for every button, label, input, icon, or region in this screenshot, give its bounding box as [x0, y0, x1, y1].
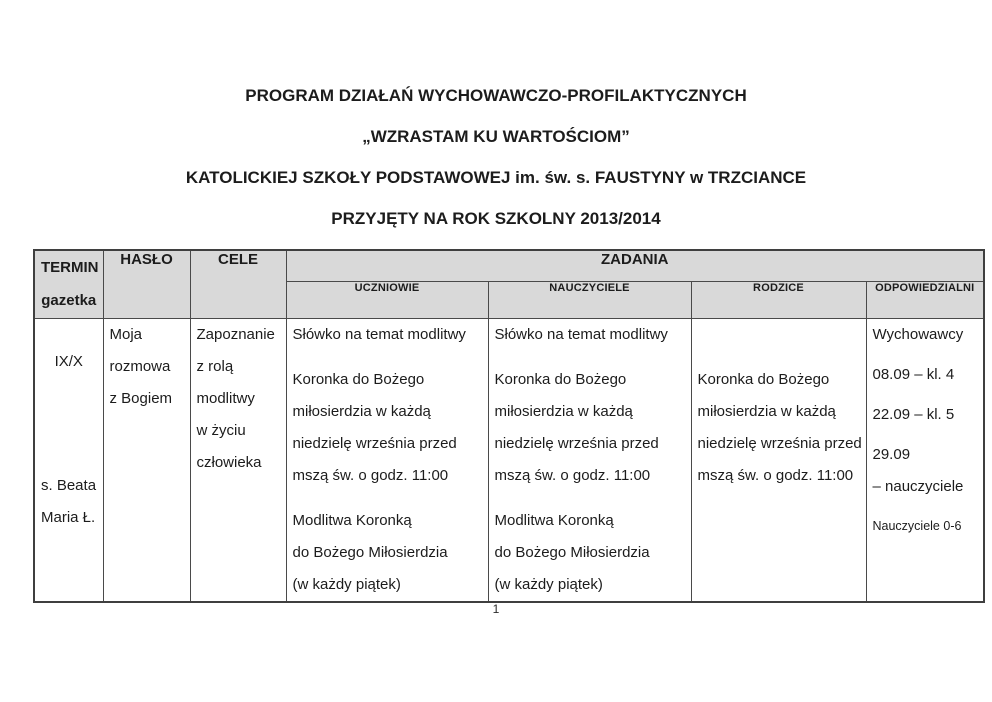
text-line: mszą św. o godz. 11:00: [292, 466, 449, 484]
cell-rodzice: [691, 318, 866, 602]
text-line: niedzielę września przed: [697, 434, 862, 452]
page-number: 1: [492, 602, 500, 616]
termin-person-line1: s. Beata: [41, 476, 97, 494]
text-line: miłosierdzia w każdą: [697, 402, 836, 420]
title-line-program: PROGRAM DZIAŁAŃ WYCHOWAWCZO-PROFILAKTYCZNYCH: [245, 86, 747, 105]
title-line-school: KATOLICKIEJ SZKOŁY PODSTAWOWEJ im. św. s. FAUSTYNY w TRZCIANCE: [185, 168, 807, 187]
spacer: [41, 319, 97, 346]
paragraph: [293, 505, 482, 601]
cell-cele: [190, 318, 286, 602]
header-termin-line1: TERMIN: [41, 259, 99, 276]
text-line: mszą św. o godz. 11:00: [494, 466, 651, 484]
paragraph: [293, 364, 482, 492]
text-line-small: Nauczyciele 0-6: [872, 518, 962, 533]
header-termin-line2: gazetka: [41, 292, 97, 309]
text-line: do Bożego Miłosierdzia: [292, 543, 448, 561]
text-line: do Bożego Miłosierdzia: [494, 543, 650, 561]
text-line: mszą św. o godz. 11:00: [697, 466, 854, 484]
paragraph: [293, 319, 482, 351]
haslo-line: Moja: [109, 325, 143, 343]
cele-line: w życiu: [196, 421, 246, 439]
text-line: 22.09 – kl. 5: [872, 405, 955, 423]
paragraph: [495, 505, 685, 601]
text-line: Koronka do Bożego: [494, 370, 627, 388]
paragraph: [495, 364, 685, 492]
cell-termin: [34, 318, 103, 602]
text-line: Słówko na temat modlitwy: [494, 325, 668, 343]
text-line: miłosierdzia w każdą: [494, 402, 633, 420]
cele-line: Zapoznanie: [196, 325, 275, 343]
cell-haslo: [103, 318, 190, 602]
header-cell-odpowiedzialni: ODPOWIEDZIALNI: [866, 281, 984, 318]
text-line: Wychowawcy: [872, 325, 964, 343]
cell-odpowiedzialni: [866, 318, 984, 602]
header-cell-rodzice: RODZICE: [691, 281, 866, 318]
text-line: Słówko na temat modlitwy: [292, 325, 466, 343]
table-row: [34, 318, 984, 602]
text-line: niedzielę września przed: [292, 434, 457, 452]
spacer: [698, 319, 860, 364]
header-row-1: [34, 250, 984, 281]
text-line: 08.09 – kl. 4: [872, 365, 955, 383]
paragraph: [873, 399, 978, 431]
termin-person-line2: Maria Ł.: [41, 508, 96, 526]
header-cell-cele: CELE: [190, 250, 286, 318]
program-table: [33, 249, 985, 603]
header-cell-uczniowie: UCZNIOWIE: [286, 281, 488, 318]
text-line: Koronka do Bożego: [697, 370, 830, 388]
text-line: Modlitwa Koronką: [494, 511, 614, 529]
paragraph: [873, 319, 978, 351]
text-line: (w każdy piątek): [494, 575, 603, 593]
haslo-line: rozmowa: [109, 357, 171, 375]
paragraph: [698, 364, 860, 492]
paragraph: [873, 511, 978, 541]
cell-uczniowie: [286, 318, 488, 602]
header-cell-nauczyciele: NAUCZYCIELE: [488, 281, 691, 318]
text-line: Modlitwa Koronką: [292, 511, 412, 529]
title-line-year: PRZYJĘTY NA ROK SZKOLNY 2013/2014: [331, 209, 661, 228]
text-line: 29.09: [872, 445, 911, 463]
title-line-motto: „WZRASTAM KU WARTOŚCIOM”: [362, 127, 630, 146]
document-title-block: [0, 75, 992, 239]
cell-nauczyciele: [488, 318, 691, 602]
paragraph: [873, 439, 978, 503]
haslo-line: z Bogiem: [109, 389, 173, 407]
paragraph: [495, 319, 685, 351]
text-line: Koronka do Bożego: [292, 370, 425, 388]
text-line: (w każdy piątek): [292, 575, 401, 593]
text-line: – nauczyciele: [872, 477, 964, 495]
cele-line: modlitwy: [196, 389, 255, 407]
text-line: miłosierdzia w każdą: [292, 402, 431, 420]
header-cell-haslo: HASŁO: [103, 250, 190, 318]
header-cell-zadania: ZADANIA: [286, 250, 984, 281]
cele-line: z rolą: [196, 357, 234, 375]
termin-value: IX/X: [54, 352, 83, 370]
header-cell-termin: [34, 250, 103, 318]
paragraph: [873, 359, 978, 391]
spacer: [41, 378, 97, 470]
text-line: niedzielę września przed: [494, 434, 659, 452]
cele-line: człowieka: [196, 453, 262, 471]
